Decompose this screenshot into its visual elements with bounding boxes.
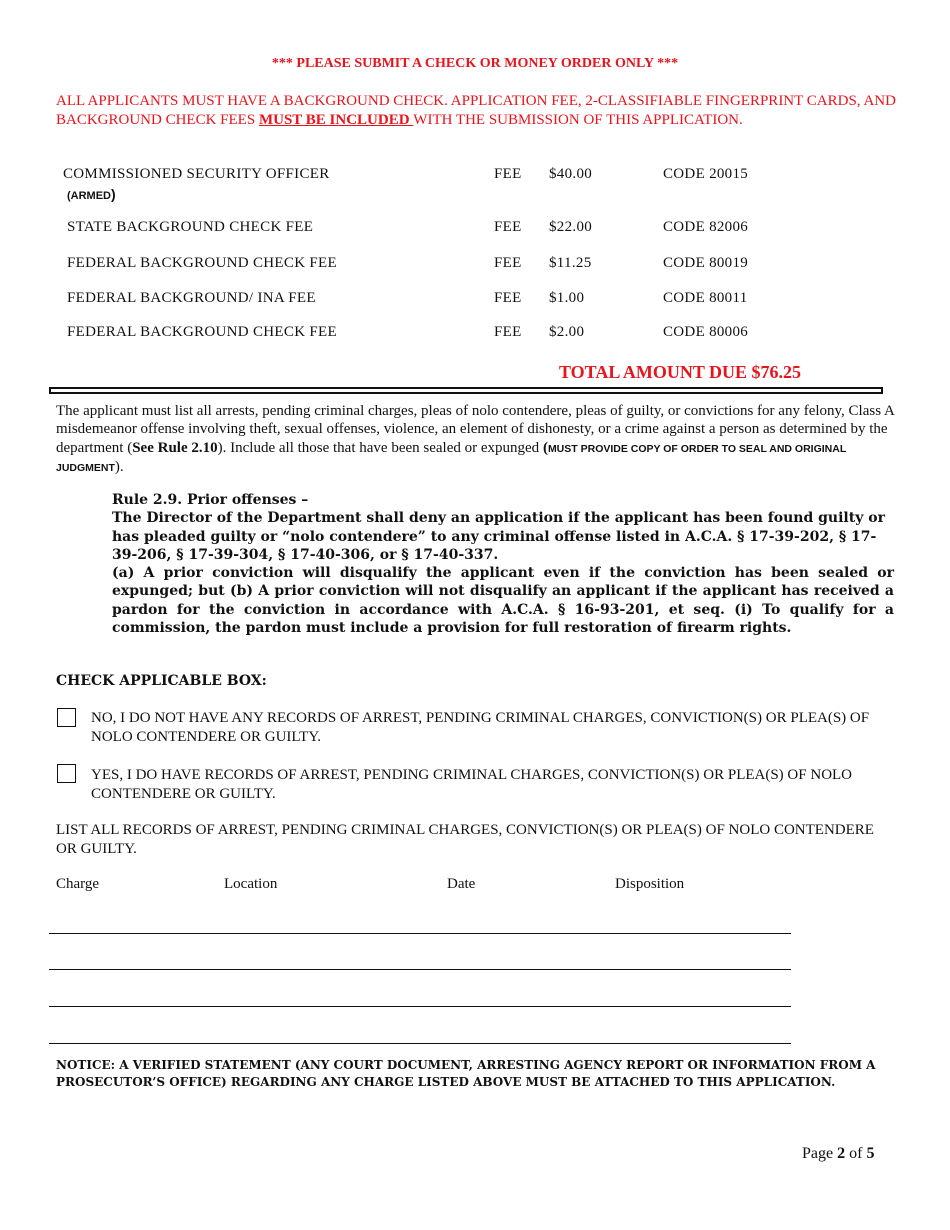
record-entry-line[interactable] (49, 1006, 791, 1007)
must-be-included-emphasis: MUST BE INCLUDED (258, 111, 414, 128)
fee-description: COMMISSIONED SECURITY OFFICER (63, 166, 330, 182)
paren-open: ( (542, 439, 548, 456)
verified-statement-notice: NOTICE: A VERIFIED STATEMENT (ANY COURT DOCUMENT, ARRESTING AGENCY REPORT OR INFORMATION FROM A PROSECUTOR’S OFFICE) REGARDING ANY CHARGE LISTED ABOVE MUST BE ATTACHED TO THIS APPLICATION. (56, 1058, 876, 1089)
fee-description: FEDERAL BACKGROUND CHECK FEE (67, 255, 337, 271)
check-applicable-heading: CHECK APPLICABLE BOX: (56, 673, 267, 689)
fee-label: FEE (494, 290, 522, 306)
fee-amount: $2.00 (549, 324, 585, 340)
fee-code: CODE 80006 (663, 324, 749, 340)
column-location: Location (224, 876, 278, 892)
rule-2-9-block (112, 491, 894, 637)
page-current: 2 (837, 1145, 846, 1162)
record-entry-line[interactable] (49, 933, 791, 934)
yes-records-checkbox[interactable] (57, 764, 76, 783)
see-rule-reference: See Rule 2.10 (132, 439, 218, 456)
fee-amount: $1.00 (549, 290, 585, 306)
fee-amount: $40.00 (549, 166, 593, 182)
armed-note (67, 186, 116, 202)
fee-label: FEE (494, 219, 522, 235)
arrest-intro-tail: ). Include all those that have been sealed or expunged (217, 439, 543, 456)
column-date: Date (447, 876, 476, 892)
fee-code: CODE 80019 (663, 255, 749, 271)
rule-text-pardon: (a) A prior conviction will disqualify the applicant even if the conviction has been sealed or expunged; but (b) A prior conviction will not disqualify an applicant if the applicant has received a pardon for the conviction in accordance with A.C.A. § 16-93-201, et seq. (i) To qualify for a commission, the pardon must include a provision for full restoration of firearm rights. (112, 565, 894, 637)
fee-amount: $22.00 (549, 219, 593, 235)
section-divider (49, 387, 883, 394)
fee-description: FEDERAL BACKGROUND CHECK FEE (67, 324, 337, 340)
no-records-checkbox[interactable] (57, 708, 76, 727)
page-total: 5 (866, 1145, 875, 1162)
fee-description: STATE BACKGROUND CHECK FEE (67, 219, 314, 235)
column-disposition: Disposition (615, 876, 685, 892)
armed-note-text: (ARMED (67, 190, 111, 202)
arrest-intro-text: The applicant must list all arrests, pending criminal charges, pleas of nolo contendere, pleas of guilty, or convictions for any felony, Class A misdemeanor offense involving theft, sexual offenses, violence, an element of dishonesty, or a crime against a person as determined by the department ( (56, 403, 894, 456)
rule-text-deny: The Director of the Department shall deny an application if the applicant has been found guilty or has pleaded guilty or “nolo contendere” to any criminal offense listed in A.C.A. § 17-39-202, § 17-39-206, § 17-39-304, § 17-40-306, or § 17-40-337. (112, 510, 885, 563)
fee-label: FEE (494, 255, 522, 271)
record-entry-line[interactable] (49, 1043, 791, 1044)
rule-title: Rule 2.9. Prior offenses – (112, 492, 309, 508)
page-number (802, 1145, 874, 1163)
paren-close: ). (114, 458, 124, 475)
arrest-disclosure-paragraph (56, 402, 898, 477)
armed-note-paren: ) (111, 186, 116, 202)
payment-notice: *** PLEASE SUBMIT A CHECK OR MONEY ORDER ONLY *** (271, 56, 679, 71)
fee-amount: $11.25 (549, 255, 592, 271)
must-provide-copy-note: MUST PROVIDE COPY OF ORDER TO SEAL AND ORIGINAL JUDGMENT (56, 442, 847, 474)
fee-code: CODE 82006 (663, 219, 749, 235)
fee-label: FEE (494, 166, 522, 182)
yes-records-label: YES, I DO HAVE RECORDS OF ARREST, PENDING CRIMINAL CHARGES, CONVICTION(S) OR PLEA(S) OF NOLO CONTENDERE OR GUILTY. (91, 767, 853, 802)
list-records-heading: LIST ALL RECORDS OF ARREST, PENDING CRIMINAL CHARGES, CONVICTION(S) OR PLEA(S) OF NOLO CONTENDERE OR GUILTY. (56, 822, 874, 857)
column-charge: Charge (56, 876, 100, 892)
fee-code: CODE 20015 (663, 166, 749, 182)
page-prefix: Page (802, 1145, 838, 1162)
fee-code: CODE 80011 (663, 290, 748, 306)
record-entry-line[interactable] (49, 969, 791, 970)
applicants-requirements-tail: WITH THE SUBMISSION OF THIS APPLICATION. (413, 111, 743, 128)
page-of: of (845, 1145, 867, 1162)
applicants-requirements-text: ALL APPLICANTS MUST HAVE A BACKGROUND CHECK. APPLICATION FEE, 2-CLASSIFIABLE FINGERPRINT CARDS, AND BACKGROUND CHECK FEES (56, 93, 896, 128)
no-records-label: NO, I DO NOT HAVE ANY RECORDS OF ARREST, PENDING CRIMINAL CHARGES, CONVICTION(S) OR PLEA(S) OF NOLO CONTENDERE OR GUILTY. (91, 710, 870, 745)
fee-description: FEDERAL BACKGROUND/ INA FEE (67, 290, 316, 306)
fee-label: FEE (494, 324, 522, 340)
applicants-requirements (56, 92, 898, 129)
total-amount-due: TOTAL AMOUNT DUE $76.25 (559, 362, 802, 382)
